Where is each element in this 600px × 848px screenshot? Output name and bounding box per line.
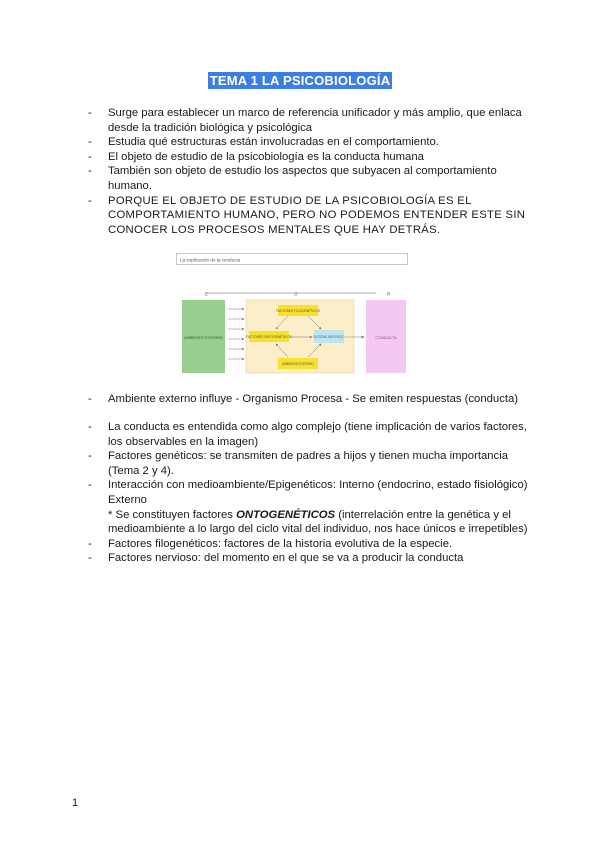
list-item (88, 392, 528, 407)
list-item-text: - La conducta es entendida como algo complejo (tiene implicación de varios factores, (108, 421, 527, 433)
external-environment-label: AMBIENTE EXTERNO (184, 336, 223, 340)
list-item-text: - Surge para establecer un marco de referencia unificador y más amplio, que enlaca (108, 107, 522, 119)
list-item (88, 150, 528, 165)
list-item (88, 537, 528, 552)
list-item-text: - Factores genéticos: se transmiten de padres a hijos y tienen mucha importancia (108, 450, 508, 463)
list-item (88, 194, 528, 238)
phylogenetic-factors-label: FACTORES FILOGENÉTICOS (276, 309, 320, 313)
list-item (88, 106, 528, 135)
list-item-text: - Factores nervioso: del momento en el que se va a producir la conducta (108, 552, 464, 565)
intro-bullet-list (88, 106, 528, 237)
list-item (88, 551, 528, 566)
list-item (88, 164, 528, 193)
figure-caption-text: La explicación de la conducta (180, 257, 241, 263)
page-number: 1 (72, 797, 79, 809)
list-item-text: los observables en la imagen) (108, 435, 259, 448)
list-item-text: humano. (108, 179, 152, 192)
ontogenetic-note-suffix: (interrelación entre la genética y el (335, 508, 511, 521)
summary-bullet-list (88, 392, 528, 407)
axis-label-o: O (294, 291, 298, 297)
behavior-label: CONDUCTA (375, 336, 397, 340)
factors-bullet-list (88, 420, 528, 566)
list-item-text: COMPORTAMIENTO HUMANO, PERO NO PODEMOS ENTENDER ESTE SIN (108, 209, 526, 222)
title-highlight: TEMA 1 LA PSICOBIOLOGÍA (209, 73, 391, 88)
ontogenetic-note-prefix: * Se constituyen factores (108, 508, 237, 521)
list-item-text: (Tema 2 y 4). (108, 464, 174, 477)
list-item-text: - Ambiente externo influye - Organismo Procesa - Se emiten respuestas (conducta) (108, 393, 519, 405)
list-item (88, 135, 528, 150)
list-item-text: - Estudia qué estructuras están involucradas en el comportamiento. (108, 136, 439, 149)
list-item-text: CONOCER LOS PROCESOS MENTALES QUE HAY DETRÁS. (108, 223, 441, 236)
behavior-explanation-diagram (176, 253, 408, 378)
list-item-text: medioambiente a lo largo del ciclo vital del individuo, nos hace únicos e irrepetibles) (108, 523, 528, 536)
list-item-text: - Interacción con medioambiente/Epigenéticos: Interno (endocrino, estado fisiológico) (108, 479, 528, 492)
document-title (0, 72, 600, 90)
ontogenetic-term: ONTOGENÉTICOS (236, 508, 336, 521)
axis-label-r: R (387, 291, 391, 297)
list-item (88, 420, 528, 449)
list-item (88, 449, 528, 478)
list-item-text: Externo (108, 493, 147, 506)
list-item-text: - PORQUE EL OBJETO DE ESTUDIO DE LA PSICOBIOLOGÍA ES EL (108, 194, 472, 207)
list-item-text: - También son objeto de estudio los aspectos que subyacen al comportamiento (108, 165, 497, 178)
list-item-text: desde la tradición biológica y psicológica (108, 121, 313, 134)
list-item (88, 478, 528, 536)
list-item-text: - El objeto de estudio de la psicobiología es la conducta humana (108, 150, 424, 163)
nervous-system-label: SISTEMA NERVIOSO (313, 335, 345, 339)
input-arrows (228, 309, 244, 359)
list-item-text: - Factores filogenéticos: factores de la historia evolutiva de la especie. (108, 537, 453, 550)
list-item-text (108, 508, 528, 523)
axis-label-e: E (205, 291, 209, 297)
ontogenetic-factors-label: FACTORES ONTOGENÉTICOS (246, 335, 292, 339)
internal-environment-label: AMBIENTE INTERNO (282, 362, 314, 366)
